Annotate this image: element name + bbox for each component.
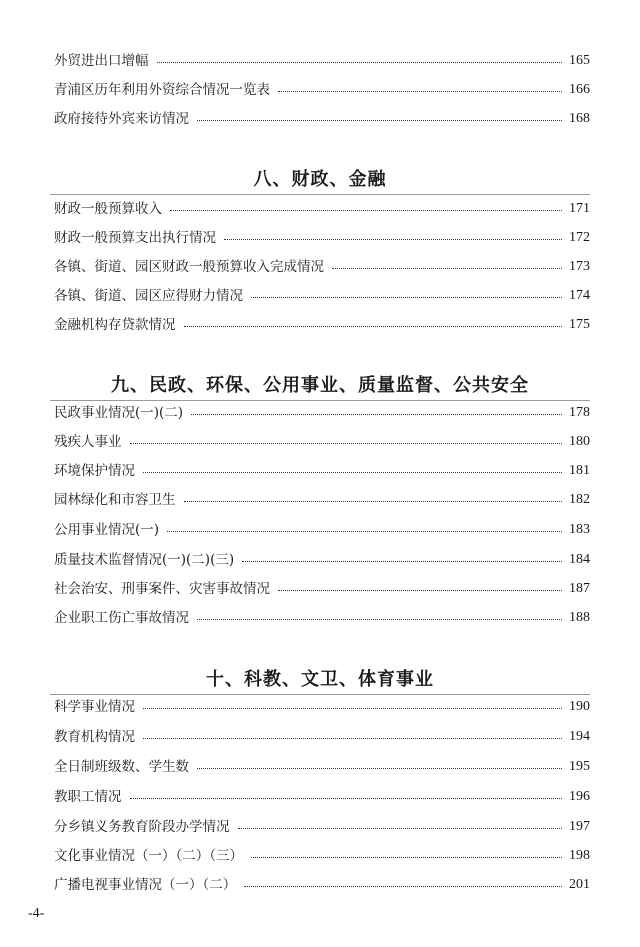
toc-entry bbox=[54, 724, 590, 750]
toc-entry-page: 196 bbox=[569, 789, 590, 804]
leader-dots bbox=[130, 798, 563, 799]
leader-dots bbox=[184, 326, 563, 327]
leader-dots bbox=[130, 443, 563, 444]
toc-entry-title: 园林绿化和市容卫生 bbox=[54, 492, 176, 508]
leader-dots bbox=[197, 768, 562, 769]
toc-entry-title: 政府接待外宾来访情况 bbox=[54, 111, 189, 127]
toc-entry-page: 183 bbox=[569, 522, 590, 537]
toc-entry bbox=[54, 106, 590, 132]
leader-dots bbox=[224, 239, 562, 240]
toc-entry-page: 197 bbox=[569, 819, 590, 834]
toc-entry-title: 教职工情况 bbox=[54, 789, 122, 805]
toc-entry bbox=[54, 400, 590, 426]
toc-entry bbox=[54, 547, 590, 573]
toc-entry-page: 165 bbox=[569, 53, 590, 68]
toc-entry bbox=[54, 429, 590, 455]
toc-entry-page: 188 bbox=[569, 610, 590, 625]
toc-entry bbox=[54, 605, 590, 631]
leader-dots bbox=[278, 590, 562, 591]
toc-entry-page: 181 bbox=[569, 463, 590, 478]
section-heading: 十、科教、文卫、体育事业 bbox=[206, 669, 434, 690]
toc-entry bbox=[54, 843, 590, 869]
toc-entry-title: 残疾人事业 bbox=[54, 434, 122, 450]
toc-entry-title: 教育机构情况 bbox=[54, 729, 135, 745]
toc-entry bbox=[54, 283, 590, 309]
toc-entry-page: 166 bbox=[569, 82, 590, 97]
toc-entry-page: 194 bbox=[569, 729, 590, 744]
toc-entry bbox=[54, 312, 590, 338]
toc-entry-page: 174 bbox=[569, 288, 590, 303]
toc-entry bbox=[54, 576, 590, 602]
leader-dots bbox=[167, 531, 562, 532]
toc-entry bbox=[54, 814, 590, 840]
toc-entry-title: 公用事业情况(一) bbox=[54, 522, 160, 538]
toc-entry-page: 198 bbox=[569, 848, 590, 863]
toc-entry-page: 168 bbox=[569, 111, 590, 126]
toc-entry-title: 民政事业情况(一)(二) bbox=[54, 405, 184, 421]
leader-dots bbox=[184, 501, 563, 502]
leader-dots bbox=[332, 268, 562, 269]
leader-dots bbox=[238, 828, 563, 829]
toc-entry-page: 180 bbox=[569, 434, 590, 449]
toc-entry bbox=[54, 48, 590, 74]
toc-entry bbox=[54, 517, 590, 543]
leader-dots bbox=[242, 561, 562, 562]
toc-entry bbox=[54, 872, 590, 898]
toc-entry bbox=[54, 487, 590, 513]
page-number-footer: -4- bbox=[28, 906, 45, 921]
toc-entry-page: 175 bbox=[569, 317, 590, 332]
toc-entry bbox=[54, 784, 590, 810]
toc-entry-title: 科学事业情况 bbox=[54, 699, 135, 715]
section-heading: 九、民政、环保、公用事业、质量监督、公共安全 bbox=[111, 375, 529, 396]
toc-entry-title: 环境保护情况 bbox=[54, 463, 135, 479]
toc-entry-title: 财政一般预算收入 bbox=[54, 201, 162, 217]
toc-entry-title: 青浦区历年利用外资综合情况一览表 bbox=[54, 82, 270, 98]
toc-entry-title: 社会治安、刑事案件、灾害事故情况 bbox=[54, 581, 270, 597]
leader-dots bbox=[157, 62, 563, 63]
leader-dots bbox=[197, 619, 562, 620]
toc-entry-title: 分乡镇义务教育阶段办学情况 bbox=[54, 819, 230, 835]
toc-entry bbox=[54, 754, 590, 780]
toc-entry bbox=[54, 225, 590, 251]
toc-entry-page: 190 bbox=[569, 699, 590, 714]
toc-entry-title: 广播电视事业情况（一）（二） bbox=[54, 877, 237, 893]
toc-entry-title: 财政一般预算支出执行情况 bbox=[54, 230, 216, 246]
leader-dots bbox=[278, 91, 562, 92]
toc-entry bbox=[54, 254, 590, 280]
section-rule bbox=[50, 194, 590, 195]
toc-entry-title: 质量技术监督情况(一)(二)(三) bbox=[54, 552, 235, 568]
toc-entry-page: 173 bbox=[569, 259, 590, 274]
leader-dots bbox=[143, 708, 562, 709]
toc-entry-page: 187 bbox=[569, 581, 590, 596]
toc-entry bbox=[54, 458, 590, 484]
section-heading: 八、财政、金融 bbox=[253, 169, 387, 190]
toc-entry-title: 外贸进出口增幅 bbox=[54, 53, 149, 69]
leader-dots bbox=[170, 210, 562, 211]
leader-dots bbox=[191, 414, 562, 415]
toc-entry-page: 182 bbox=[569, 492, 590, 507]
leader-dots bbox=[143, 472, 562, 473]
leader-dots bbox=[251, 297, 562, 298]
toc-entry-page: 171 bbox=[569, 201, 590, 216]
toc-entry-page: 178 bbox=[569, 405, 590, 420]
toc-entry-title: 文化事业情况（一）（二）（三） bbox=[54, 848, 243, 864]
toc-entry-title: 各镇、街道、园区财政一般预算收入完成情况 bbox=[54, 259, 324, 275]
toc-entry bbox=[54, 196, 590, 222]
leader-dots bbox=[197, 120, 562, 121]
toc-entry-title: 全日制班级数、学生数 bbox=[54, 759, 189, 775]
toc-entry bbox=[54, 77, 590, 103]
leader-dots bbox=[143, 738, 562, 739]
leader-dots bbox=[244, 886, 562, 887]
toc-entry-title: 各镇、街道、园区应得财力情况 bbox=[54, 288, 243, 304]
leader-dots bbox=[251, 857, 562, 858]
toc-entry-page: 172 bbox=[569, 230, 590, 245]
toc-entry-title: 金融机构存贷款情况 bbox=[54, 317, 176, 333]
toc-entry-page: 184 bbox=[569, 552, 590, 567]
toc-entry bbox=[54, 694, 590, 720]
toc-entry-title: 企业职工伤亡事故情况 bbox=[54, 610, 189, 626]
toc-entry-page: 201 bbox=[569, 877, 590, 892]
toc-entry-page: 195 bbox=[569, 759, 590, 774]
